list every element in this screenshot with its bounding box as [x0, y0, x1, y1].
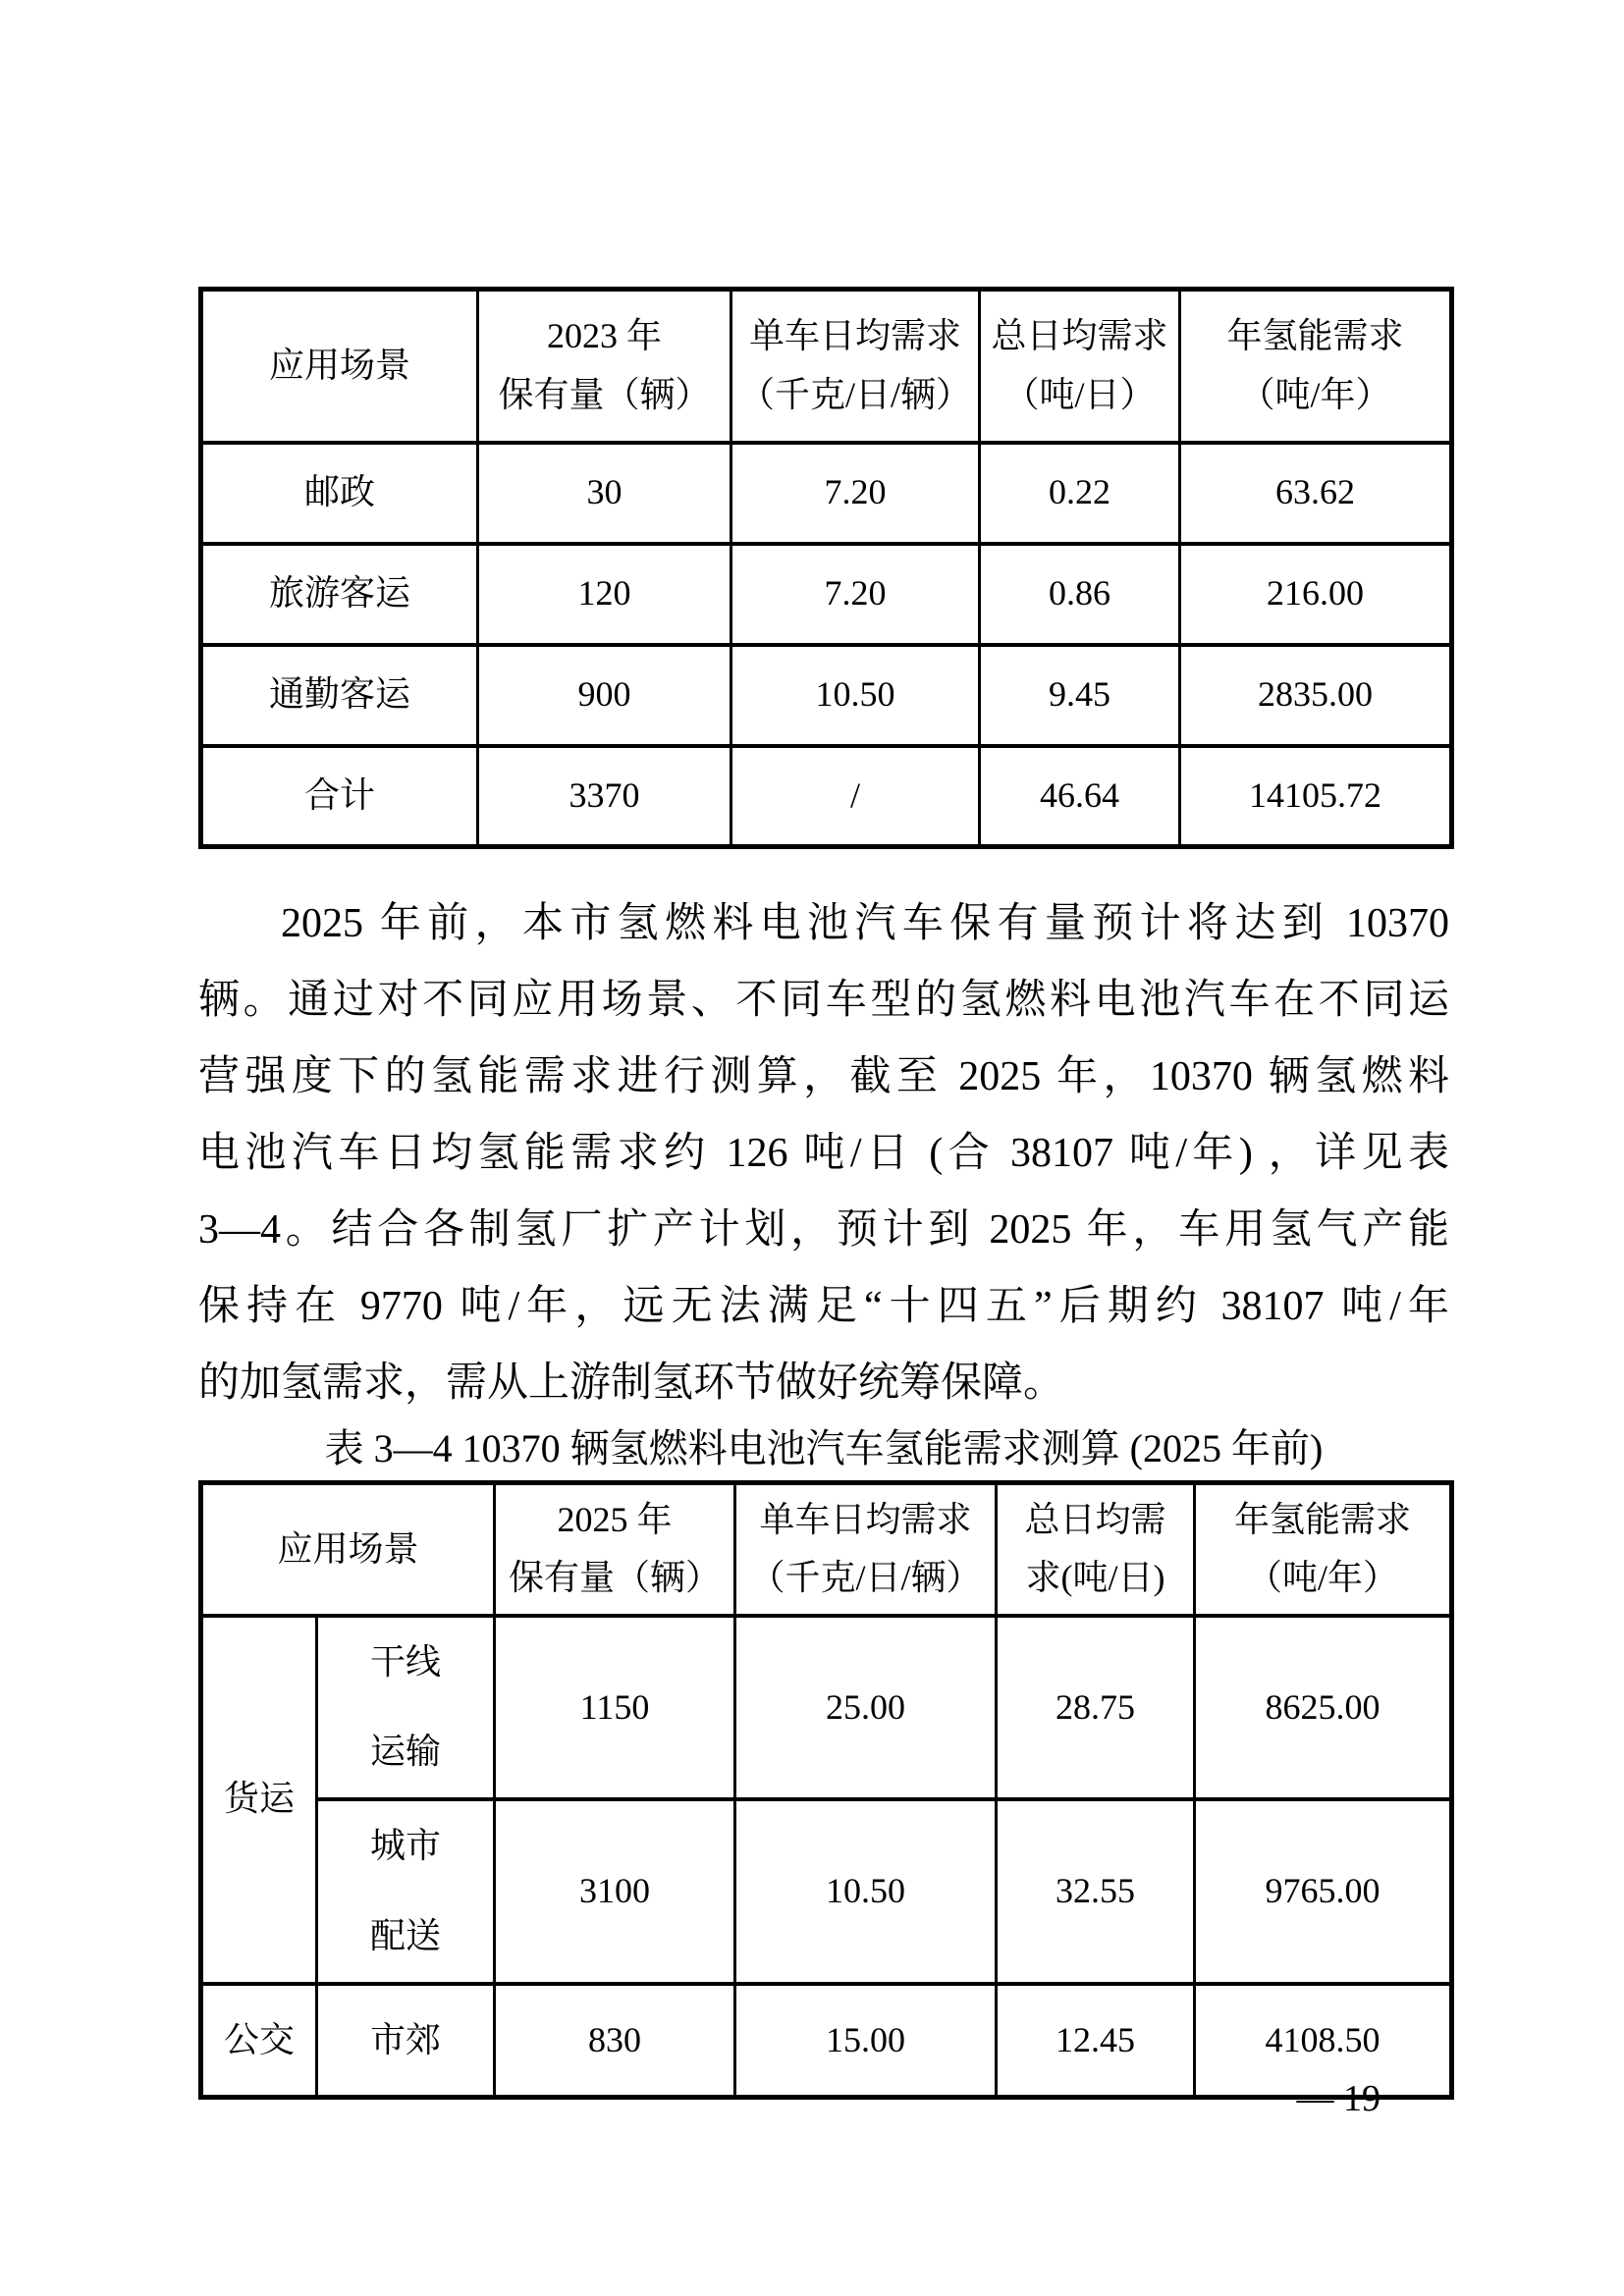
cell-daily: 46.64 [980, 746, 1180, 847]
sub-line: 市郊 [370, 2019, 442, 2059]
table-header-row [201, 1483, 1452, 1616]
table-row [201, 443, 1452, 544]
sub-line: 运输 [370, 1732, 442, 1772]
cell-fleet: 3100 [495, 1799, 735, 1984]
header-line: （吨/日） [1003, 374, 1156, 414]
header-cell-annual [1180, 290, 1452, 443]
header-line: 2023 年 [546, 316, 662, 356]
paragraph-line: 3—4。结合各制氢厂扩产计划，预计到 2025 年，车用氢气产能 [198, 1207, 1449, 1253]
cell-fleet: 1150 [495, 1616, 735, 1800]
body-paragraph [198, 885, 1449, 1421]
cell-fleet: 3370 [478, 746, 731, 847]
header-cell-per-vehicle [735, 1483, 997, 1616]
cell-annual: 216.00 [1180, 544, 1452, 645]
cell-annual: 14105.72 [1180, 746, 1452, 847]
cell-per-vehicle: / [731, 746, 980, 847]
header-line: 2025 年 [557, 1499, 673, 1539]
cell-daily: 0.22 [980, 443, 1180, 544]
paragraph-line: 2025 年前，本市氢燃料电池汽车保有量预计将达到 10370 [281, 901, 1449, 946]
table-2023-hydrogen-demand [198, 287, 1454, 849]
header-cell-fleet-2023 [478, 290, 731, 443]
cell-annual: 8625.00 [1195, 1616, 1452, 1800]
header-line: （千克/日/辆） [738, 374, 971, 414]
table-row [201, 544, 1452, 645]
sub-line: 干线 [370, 1641, 442, 1682]
paragraph-line: 保持在 9770 吨/年，远无法满足“十四五”后期约 38107 吨/年 [198, 1284, 1449, 1329]
table-row [201, 1616, 1452, 1800]
cell-annual: 9765.00 [1195, 1799, 1452, 1984]
paragraph-line: 营强度下的氢能需求进行测算，截至 2025 年，10370 辆氢燃料 [198, 1054, 1449, 1099]
page-number: — 19 [1296, 2078, 1380, 2119]
cell-per-vehicle: 7.20 [731, 443, 980, 544]
cell-annual: 2835.00 [1180, 645, 1452, 746]
cell-daily: 9.45 [980, 645, 1180, 746]
cell-sub-scenario [317, 1799, 495, 1984]
table-row [201, 1984, 1452, 2098]
header-line: （吨/年） [1239, 374, 1391, 414]
cell-scenario: 旅游客运 [201, 544, 478, 645]
cell-per-vehicle: 7.20 [731, 544, 980, 645]
header-cell-scenario [201, 290, 478, 443]
table-row-total [201, 746, 1452, 847]
cell-per-vehicle: 15.00 [735, 1984, 997, 2098]
sub-line: 配送 [370, 1915, 442, 1955]
cell-fleet: 30 [478, 443, 731, 544]
cell-group-bus: 公交 [201, 1984, 317, 2098]
cell-fleet: 830 [495, 1984, 735, 2098]
cell-group-freight: 货运 [201, 1616, 317, 1984]
cell-annual: 4108.50 [1195, 1984, 1452, 2098]
header-line: 保有量（辆） [498, 374, 711, 414]
header-cell-annual [1195, 1483, 1452, 1616]
table-row [201, 1799, 1452, 1984]
header-line: （吨/年） [1247, 1558, 1399, 1598]
cell-fleet: 900 [478, 645, 731, 746]
table-row [201, 645, 1452, 746]
header-line: 总日均需求 [991, 316, 1168, 356]
cell-per-vehicle: 25.00 [735, 1616, 997, 1800]
header-line: 总日均需 [1024, 1499, 1166, 1539]
cell-scenario: 通勤客运 [201, 645, 478, 746]
cell-scenario: 合计 [201, 746, 478, 847]
cell-per-vehicle: 10.50 [731, 645, 980, 746]
header-line: 求(吨/日) [1025, 1558, 1165, 1598]
sub-line: 城市 [370, 1826, 442, 1866]
header-cell-per-vehicle [731, 290, 980, 443]
paragraph-line: 的加氢需求，需从上游制氢环节做好统筹保障。 [198, 1361, 1065, 1406]
cell-annual: 63.62 [1180, 443, 1452, 544]
cell-sub-scenario [317, 1984, 495, 2098]
cell-daily: 12.45 [997, 1984, 1195, 2098]
header-line: （千克/日/辆） [749, 1558, 982, 1598]
header-line: 单车日均需求 [759, 1499, 972, 1539]
header-line: 年氢能需求 [1226, 316, 1404, 356]
table2-caption: 表 3—4 10370 辆氢燃料电池汽车氢能需求测算 (2025 年前) [324, 1426, 1324, 1470]
table-2025-hydrogen-demand [198, 1480, 1454, 2100]
header-line: 保有量（辆） [509, 1558, 722, 1598]
table-header-row [201, 290, 1452, 443]
header-cell-fleet-2025 [495, 1483, 735, 1616]
paragraph-line: 电池汽车日均氢能需求约 126 吨/日 (合 38107 吨/年) ，详见表 [198, 1131, 1449, 1176]
cell-daily: 0.86 [980, 544, 1180, 645]
cell-daily: 28.75 [997, 1616, 1195, 1800]
cell-scenario: 邮政 [201, 443, 478, 544]
header-line: 应用场景 [268, 346, 410, 386]
header-cell-daily-total [980, 290, 1180, 443]
header-line: 单车日均需求 [748, 316, 961, 356]
cell-per-vehicle: 10.50 [735, 1799, 997, 1984]
header-line: 应用场景 [277, 1528, 419, 1569]
cell-sub-scenario [317, 1616, 495, 1800]
header-cell-daily-total [997, 1483, 1195, 1616]
header-cell-scenario [201, 1483, 495, 1616]
cell-daily: 32.55 [997, 1799, 1195, 1984]
cell-fleet: 120 [478, 544, 731, 645]
header-line: 年氢能需求 [1234, 1499, 1412, 1539]
paragraph-line: 辆。通过对不同应用场景、不同车型的氢燃料电池汽车在不同运 [198, 978, 1449, 1023]
